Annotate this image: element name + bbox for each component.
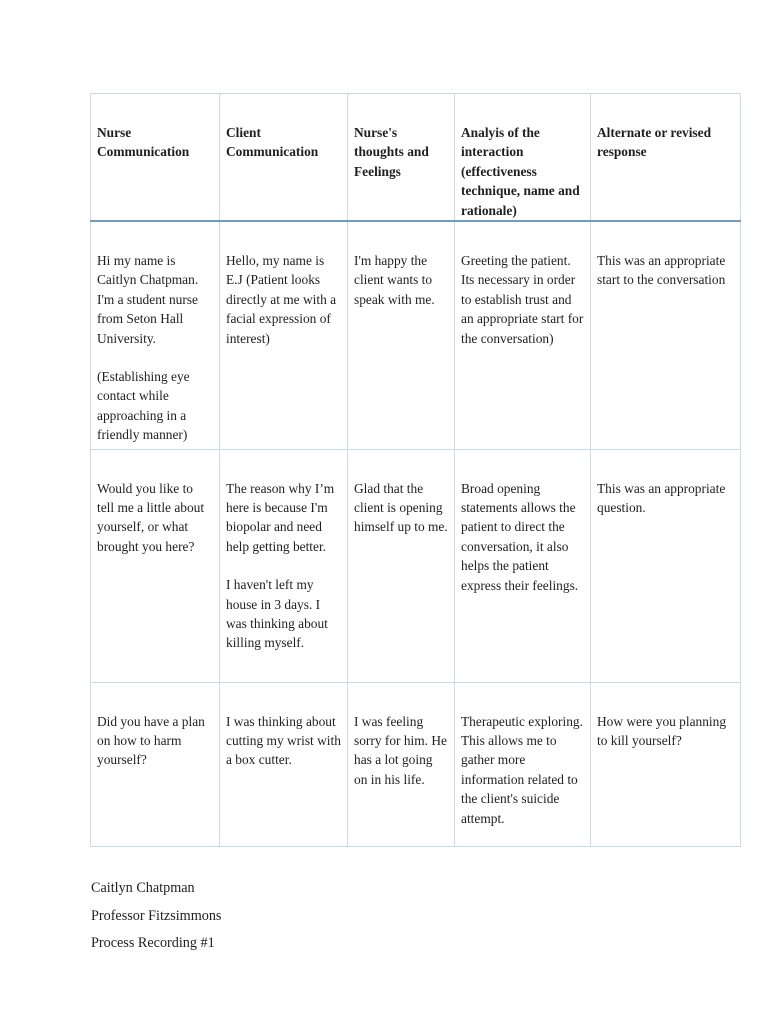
cell-text: Broad opening statements allows the patient to direct the conversation, it also helps the patient express their feelings. bbox=[461, 480, 579, 593]
cell-analysis bbox=[455, 221, 591, 449]
cell-alternate bbox=[591, 221, 741, 449]
header-alternate-response: Alternate or revised response bbox=[591, 94, 741, 222]
header-client-communication: Client Communication bbox=[220, 94, 348, 222]
cell-analysis bbox=[455, 449, 591, 682]
header-nurse-communication: Nurse Communication bbox=[91, 94, 220, 222]
cell-text: This was an appropriate start to the conversation bbox=[597, 253, 726, 288]
cell-text: This was an appropriate question. bbox=[597, 480, 726, 515]
cell-text: Would you like to tell me a little about yourself, or what brought you here? bbox=[97, 480, 205, 554]
table-row bbox=[91, 449, 741, 682]
professor-name: Professor Fitzsimmons bbox=[91, 907, 222, 924]
header-analysis: Analyis of the interaction (effectiveness technique, name and rationale) bbox=[455, 94, 591, 222]
cell-text: Glad that the client is opening himself up to me. bbox=[354, 480, 448, 535]
cell-text: I'm happy the client wants to speak with me. bbox=[354, 253, 435, 307]
cell-text: Did you have a plan on how to harm yourself? bbox=[97, 713, 205, 768]
cell-text: The reason why I’m here is because I'm biopolar and need help getting better. bbox=[226, 480, 335, 554]
document-footer bbox=[91, 875, 221, 958]
cell-text: I was feeling sorry for him. He has a lot going on in his life. bbox=[354, 713, 447, 787]
cell-text: I haven't left my house in 3 days. I was thinking about killing myself. bbox=[226, 577, 328, 651]
cell-thoughts bbox=[348, 682, 455, 846]
cell-text: I was thinking about cutting my wrist with a box cutter. bbox=[226, 713, 341, 768]
cell-thoughts bbox=[348, 449, 455, 682]
cell-alternate bbox=[591, 682, 741, 846]
cell-nurse bbox=[91, 682, 220, 846]
process-recording-table bbox=[90, 93, 741, 847]
cell-nurse bbox=[91, 221, 220, 449]
cell-thoughts bbox=[348, 221, 455, 449]
cell-text: Greeting the patient. Its necessary in order to establish trust and an appropriate start for the conversation) bbox=[461, 253, 584, 346]
cell-client bbox=[220, 682, 348, 846]
table-row bbox=[91, 221, 741, 449]
cell-text: (Establishing eye contact while approaching in a friendly manner) bbox=[97, 369, 190, 443]
cell-analysis bbox=[455, 682, 591, 846]
document-title: Process Recording #1 bbox=[91, 935, 215, 951]
cell-client bbox=[220, 221, 348, 449]
cell-text: Hello, my name is E.J (Patient looks directly at me with a facial expression of interest) bbox=[226, 253, 337, 346]
cell-text: Therapeutic exploring. This allows me to gather more information related to the client's suicide attempt. bbox=[461, 713, 583, 826]
cell-nurse bbox=[91, 449, 220, 682]
header-nurse-thoughts: Nurse's thoughts and Feelings bbox=[348, 94, 455, 222]
table-row bbox=[91, 682, 741, 846]
table-header-row bbox=[91, 94, 741, 222]
author-name: Caitlyn Chatpman bbox=[91, 880, 195, 896]
cell-text: How were you planning to kill yourself? bbox=[597, 713, 727, 748]
cell-text: Hi my name is Caitlyn Chatpman. I'm a student nurse from Seton Hall University. bbox=[97, 253, 199, 346]
cell-alternate bbox=[591, 449, 741, 682]
cell-client bbox=[220, 449, 348, 682]
